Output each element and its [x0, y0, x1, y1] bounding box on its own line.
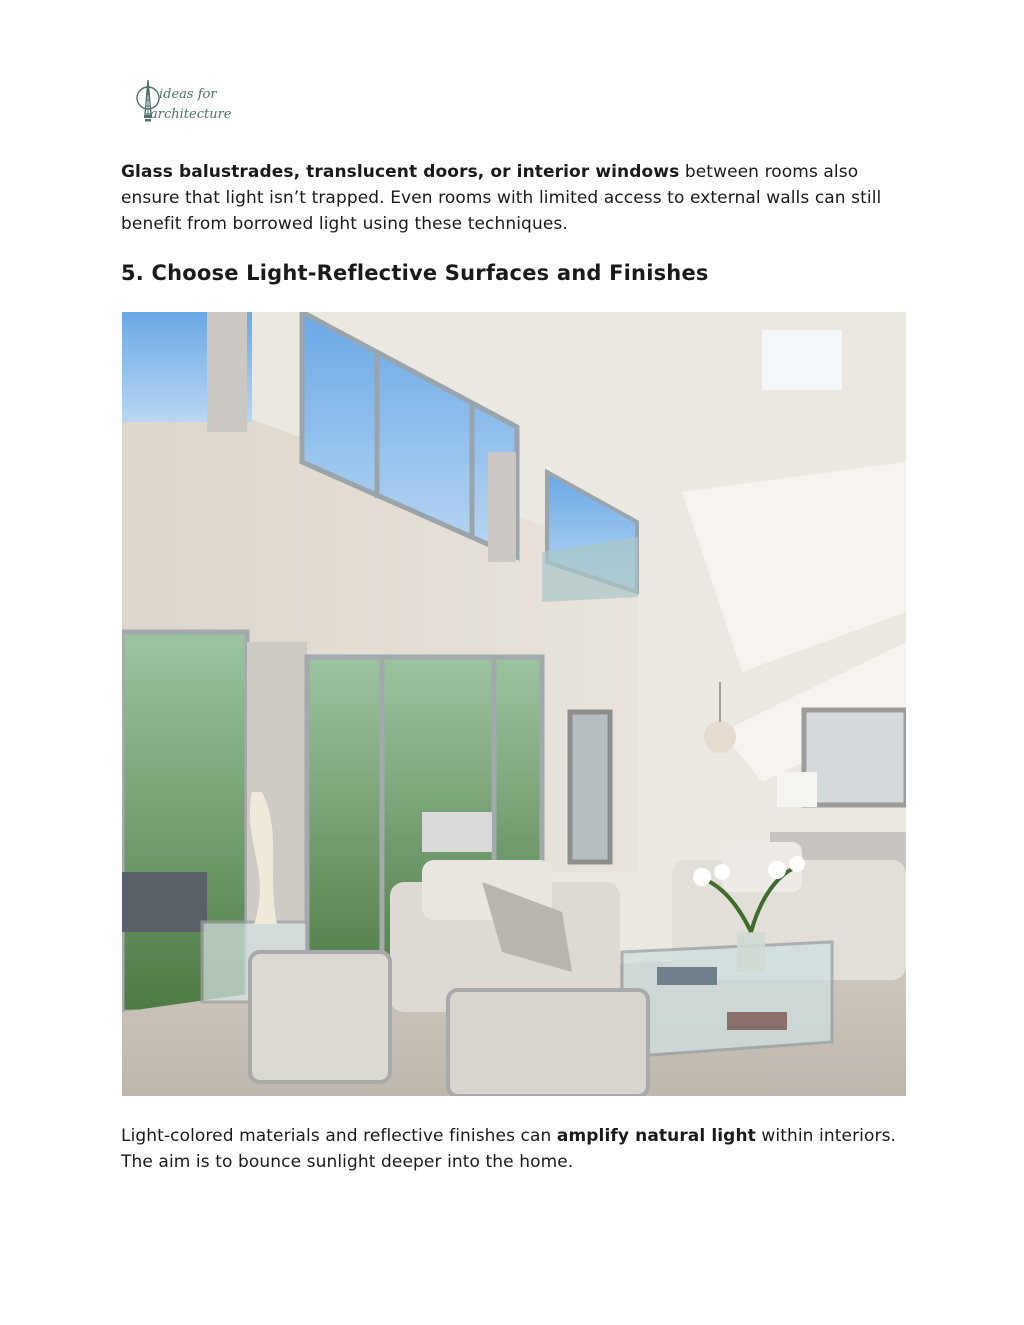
outro-paragraph [121, 1123, 921, 1175]
outro-bold-text: amplify natural light [556, 1126, 756, 1146]
intro-paragraph [121, 159, 921, 237]
logo-text-line1: ideas for [159, 87, 217, 102]
logo-text-line2: architecture [150, 107, 232, 122]
outro-text-end: within interiors. The aim is to bounce sunlight deeper into the home. [121, 1126, 897, 1172]
intro-body-text: between rooms also ensure that light isn’t trapped. Even rooms with limited access to external walls can still benefit from borrowed light using these techniques. [121, 162, 882, 234]
intro-bold-text: Glass balustrades, translucent doors, or interior windows [121, 162, 680, 182]
living-room-photo [122, 312, 906, 1096]
outro-text-start: Light-colored materials and reflective finishes can [121, 1126, 557, 1146]
section-heading: 5. Choose Light-Reflective Surfaces and Finishes [121, 261, 709, 285]
brand-logo [136, 78, 236, 130]
